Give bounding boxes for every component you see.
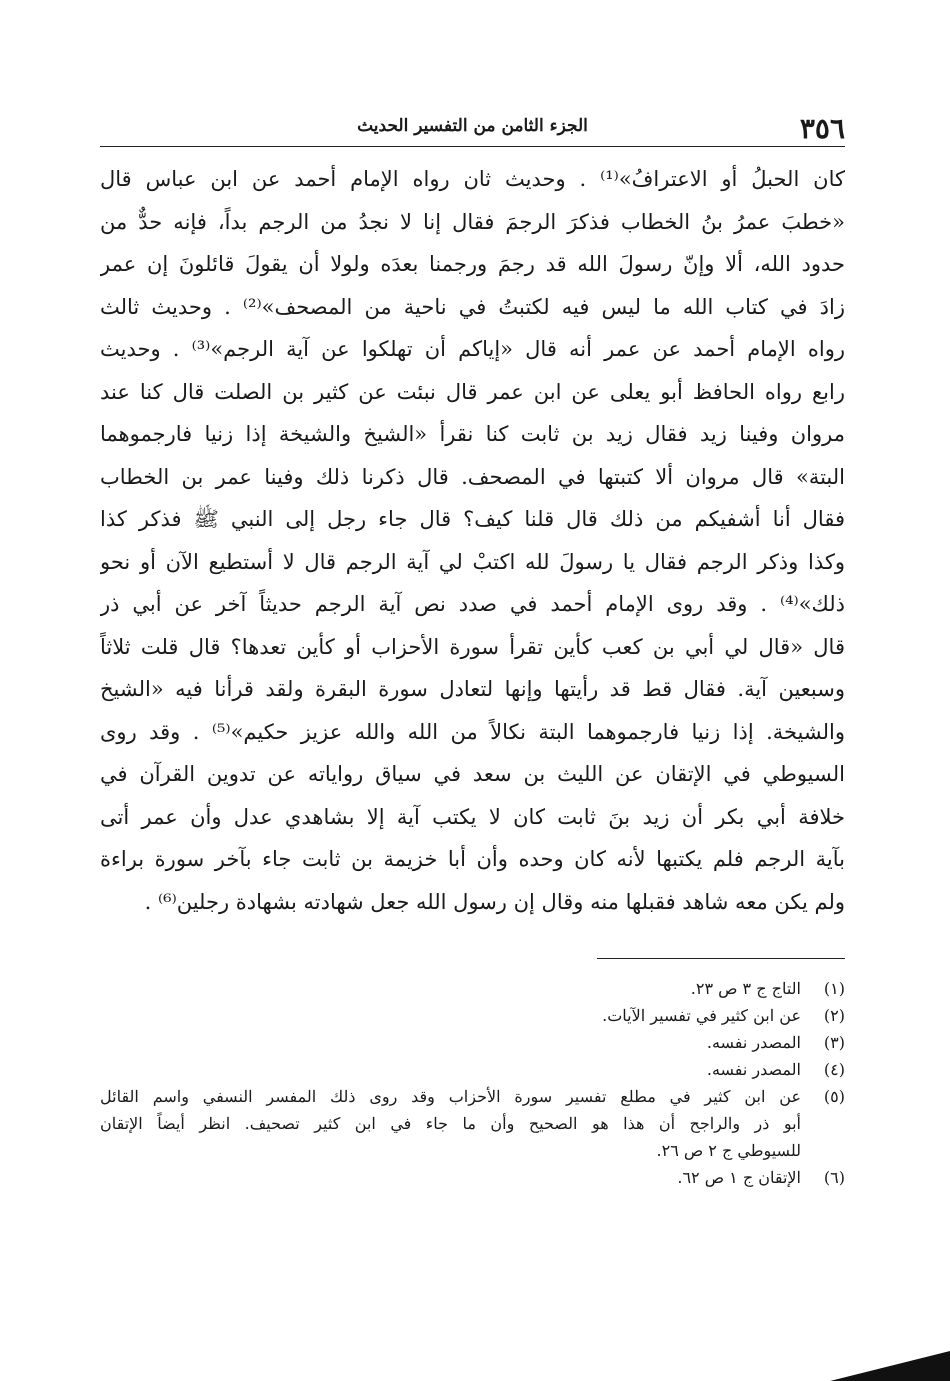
text-line: حدود الله، ألا وإنّ رسولَ الله قد رجمَ ورجمنا بعدَه ولولا أن يقولَ قائلونَ إن عمر bbox=[100, 252, 845, 276]
footnote bbox=[100, 1164, 845, 1191]
text-line: رابع رواه الحافظ أبو يعلى عن ابن عمر قال نبئت عن كثير بن الصلت قال كنا عند bbox=[100, 379, 845, 404]
footnote-number: (١) bbox=[823, 979, 845, 998]
text-line: بآية الرجم فلم يكتبها لأنه كان وحده وأن أبا خزيمة بن ثابت جاء بآخر سورة براءة bbox=[100, 847, 845, 871]
footnote-text: المصدر نفسه. bbox=[706, 1060, 801, 1079]
footnote-text: المصدر نفسه. bbox=[706, 1033, 801, 1052]
text-line: خلافة أبي بكر أن زيد بنَ ثابت كان لا يكتب آية إلا بشاهدي عدل وأن عمر أتى bbox=[100, 804, 845, 829]
text-line: رواه الإمام أحمد عن عمر أنه قال «إياكم أن تهلكوا عن آية الرجم»⁽³⁾ . وحديث bbox=[100, 337, 845, 361]
footnote-number: (٢) bbox=[823, 1006, 845, 1025]
text-line: السيوطي في الإتقان عن الليث بن سعد في سياق رواياته عن تدوين القرآن في bbox=[100, 762, 845, 786]
text-line: «خطبَ عمرُ بنُ الخطاب فذكرَ الرجمَ فقال إنا لا نجدُ من الرجم بداً، فإنه حدٌّ من bbox=[100, 209, 845, 234]
footnote bbox=[100, 975, 845, 1002]
text-line: مروان وفينا زيد فقال زيد بن ثابت كنا نقرأ «الشيخ والشيخة إذا زنيا فارجموهما bbox=[100, 422, 845, 446]
text-line: زادَ في كتاب الله ما ليس فيه لكتبتُ في ناحية من المصحف»⁽²⁾ . وحديث ثالث bbox=[100, 294, 845, 319]
text-line: كان الحبلُ أو الاعترافُ»⁽¹⁾ . وحديث ثان رواه الإمام أحمد عن ابن عباس قال bbox=[100, 167, 845, 191]
text-line: قال «قال لي أبي بن كعب كأين تقرأ سورة الأحزاب أو كأين تعدها؟ قال قلت ثلاثاً bbox=[100, 634, 845, 659]
footnote-text: للسيوطي ج ٢ ص ٢٦. bbox=[656, 1141, 801, 1160]
footnote-number: (٥) bbox=[823, 1087, 845, 1106]
footnote-text: عن ابن كثير في مطلع تفسير سورة الأحزاب وقد روى ذلك المفسر النسفي واسم القائل bbox=[100, 1087, 801, 1106]
footnote bbox=[100, 1056, 845, 1083]
footnote-text: عن ابن كثير في تفسير الآيات. bbox=[602, 1006, 801, 1025]
text-line: والشيخة. إذا زنيا فارجموهما البتة نكالاً من الله والله عزيز حكيم»⁽⁵⁾ . وقد روى bbox=[100, 719, 845, 744]
footnote-number: (٣) bbox=[823, 1033, 845, 1052]
footnote bbox=[100, 1083, 845, 1164]
text-line: ذلك»⁽⁴⁾ . وقد روى الإمام أحمد في صدد نص آية الرجم حديثاً آخر عن أبي ذر bbox=[100, 592, 845, 616]
footnote bbox=[100, 1002, 845, 1029]
footnote-text: الإتقان ج ١ ص ٦٢. bbox=[677, 1168, 801, 1187]
main-text bbox=[100, 158, 845, 923]
footnote-number: (٦) bbox=[823, 1168, 845, 1187]
footnote bbox=[100, 1029, 845, 1056]
running-title: الجزء الثامن من التفسير الحديث bbox=[357, 116, 588, 136]
text-line: فقال أنا أشفيكم من ذلك قال قلنا كيف؟ قال جاء رجل إلى النبي ﷺ فذكر كذا bbox=[100, 507, 845, 531]
page-corner-shadow bbox=[830, 1341, 950, 1381]
footnote-number: (٤) bbox=[823, 1060, 845, 1079]
footnotes bbox=[100, 975, 845, 1191]
page-number: ٣٥٦ bbox=[799, 112, 845, 145]
footnote-text: التاج ج ٣ ص ٢٣. bbox=[690, 979, 801, 998]
text-line: وكذا وذكر الرجم فقال يا رسولَ لله اكتبْ لي آية الرجم قال لا أستطيع الآن أو نحو bbox=[100, 549, 845, 574]
page-header bbox=[100, 112, 845, 147]
text-line: وسبعين آية. فقال قط قد رأيتها وإنها لتعادل سورة البقرة ولقد قرأنا فيه «الشيخ bbox=[100, 677, 845, 701]
footnote-text: أبو ذر والراجح أن هذا هو الصحيح وأن ما جاء في ابن كثير تصحيف. انظر أيضاً الإتقان bbox=[100, 1114, 801, 1133]
text-line: ولم يكن معه شاهد فقبلها منه وقال إن رسول الله جعل شهادته بشهادة رجلين⁽⁶⁾ . bbox=[144, 889, 845, 914]
footnote-divider bbox=[597, 958, 845, 959]
text-line: البتة» قال مروان ألا كتبتها في المصحف. قال ذكرنا ذلك وفينا عمر بن الخطاب bbox=[100, 464, 845, 489]
